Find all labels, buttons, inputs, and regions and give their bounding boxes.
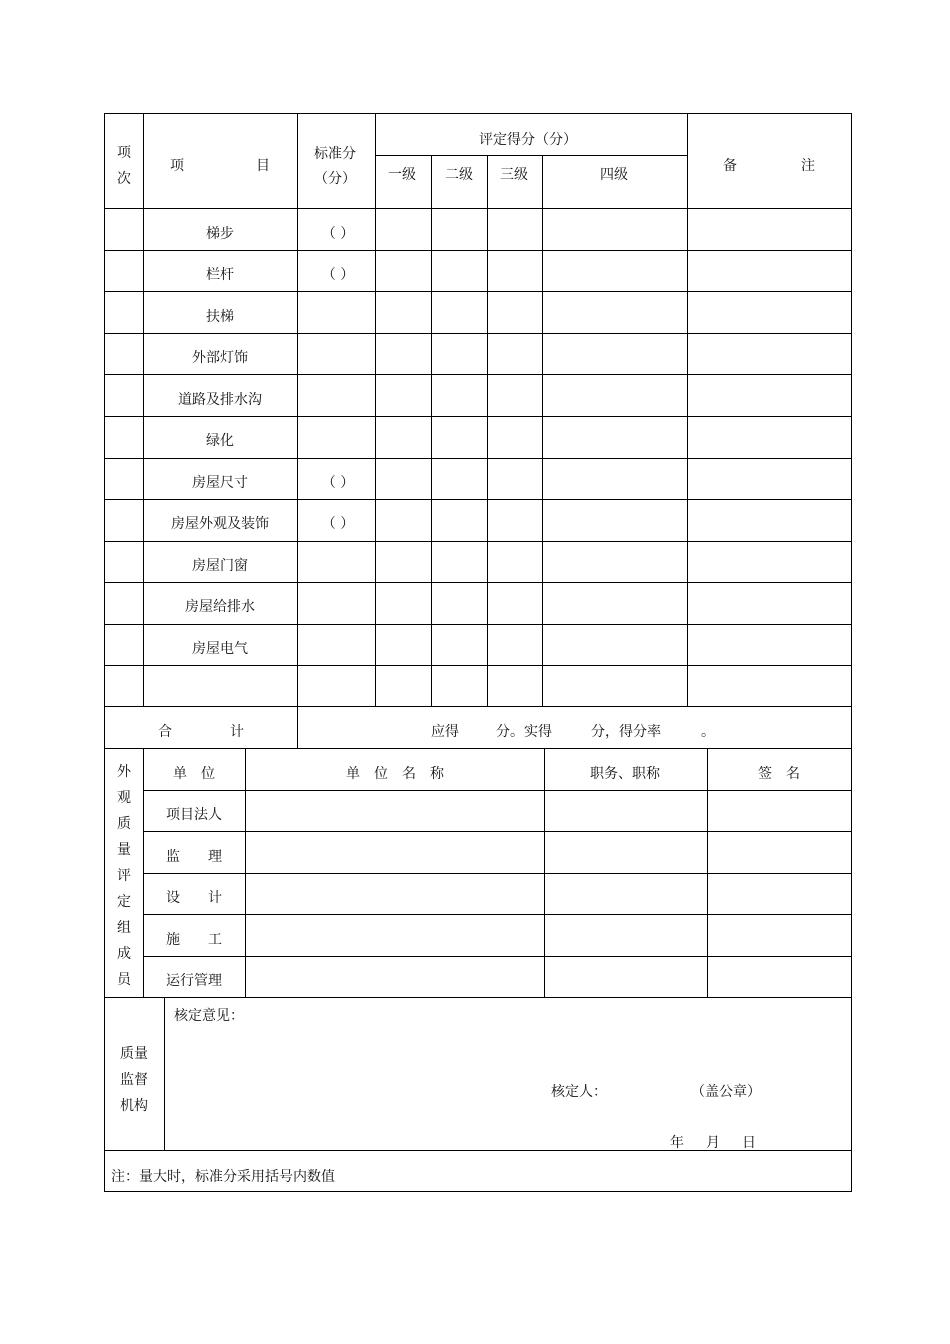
team-role: 项目法人 (166, 807, 222, 823)
item-standard: （ ） (321, 475, 355, 491)
team-bottom-line (104, 997, 852, 998)
item-name: 道路及排水沟 (178, 392, 262, 408)
supervision-day: 日 (742, 1135, 756, 1151)
total-end-mark: 。 (701, 724, 715, 740)
item-name: 扶梯 (206, 309, 234, 325)
header-standard-unit: （分） (314, 171, 356, 187)
item-standard: （ ） (321, 267, 355, 283)
item-standard: （ ） (321, 226, 355, 242)
supervision-year: 年 (670, 1135, 684, 1151)
item-name: 房屋尺寸 (192, 475, 248, 491)
header-score-title: 评定得分（分） (479, 132, 577, 148)
header-grade-4: 四级 (600, 167, 628, 183)
total-label-left: 合 (158, 724, 172, 740)
row-line (104, 541, 852, 542)
row-line (104, 706, 852, 707)
row-line (104, 374, 852, 375)
header-bottom-line (104, 208, 852, 209)
item-name: 梯步 (206, 226, 234, 242)
col-line (143, 113, 144, 706)
col-line (687, 113, 688, 706)
header-remark-right: 注 (801, 158, 815, 174)
team-role: 设 计 (166, 890, 222, 906)
item-name: 房屋外观及装饰 (171, 516, 269, 532)
item-name: 房屋门窗 (192, 558, 248, 574)
row-line (104, 291, 852, 292)
row-line (104, 624, 852, 625)
header-standard-score: 标准分 (314, 146, 356, 162)
header-grade-3: 三级 (500, 167, 528, 183)
footnote: 注：量大时，标准分采用括号内数值 (111, 1169, 335, 1185)
row-line (104, 499, 852, 500)
total-actual-score-label: 分。实得 (496, 724, 552, 740)
supervision-approver-label: 核定人： (551, 1084, 607, 1100)
row-line (104, 416, 852, 417)
item-name: 房屋给排水 (185, 599, 255, 615)
team-role: 施 工 (166, 932, 222, 948)
supervision-month: 月 (706, 1135, 720, 1151)
header-item-right: 目 (256, 158, 270, 174)
team-col-line (544, 748, 545, 997)
team-col-title: 职务、职称 (590, 766, 660, 782)
team-row-line (143, 831, 852, 832)
supervision-side-label: 质量监督机构 (120, 1046, 148, 1114)
supervision-bottom-line (104, 1150, 852, 1151)
supervision-col-line (164, 997, 165, 1150)
total-score-rate-label: 分，得分率 (591, 724, 661, 740)
col-line (487, 155, 488, 706)
team-col-line (245, 748, 246, 997)
row-line (104, 250, 852, 251)
header-item-no: 项次 (117, 145, 131, 187)
team-col-unit-name: 单 位 名 称 (346, 766, 444, 782)
item-name: 绿化 (206, 433, 234, 449)
frame-right (851, 113, 852, 1192)
team-row-line (143, 790, 852, 791)
row-line (104, 333, 852, 334)
team-col-sign: 签 名 (758, 766, 800, 782)
row-line (104, 665, 852, 666)
frame-top (104, 113, 852, 114)
item-name: 栏杆 (206, 267, 234, 283)
team-role: 运行管理 (166, 973, 222, 989)
row-line (104, 582, 852, 583)
team-col-line (143, 748, 144, 997)
score-subheader-line (375, 155, 687, 156)
supervision-opinion-label: 核定意见： (174, 1008, 244, 1024)
team-role: 监 理 (166, 849, 222, 865)
header-grade-2: 二级 (445, 167, 473, 183)
total-label-right: 计 (230, 724, 244, 740)
item-standard: （ ） (321, 516, 355, 532)
header-remark-left: 备 (723, 158, 737, 174)
supervision-seal-label: （盖公章） (691, 1084, 761, 1100)
total-should-score-label: 应得 (431, 724, 459, 740)
col-line (431, 155, 432, 706)
team-col-line (707, 748, 708, 997)
col-line (375, 113, 376, 706)
total-bottom-line (104, 748, 852, 749)
header-item-left: 项 (170, 158, 184, 174)
col-line (542, 155, 543, 706)
item-name: 房屋电气 (192, 641, 248, 657)
col-line (297, 113, 298, 748)
frame-bottom (104, 1191, 852, 1192)
frame-left (104, 113, 105, 1192)
team-side-label: 外观质量评定组成员 (117, 764, 131, 988)
team-row-line (143, 956, 852, 957)
row-line (104, 458, 852, 459)
header-grade-1: 一级 (388, 167, 416, 183)
team-row-line (143, 914, 852, 915)
team-row-line (143, 873, 852, 874)
item-name: 外部灯饰 (192, 350, 248, 366)
team-col-unit: 单 位 (173, 766, 215, 782)
